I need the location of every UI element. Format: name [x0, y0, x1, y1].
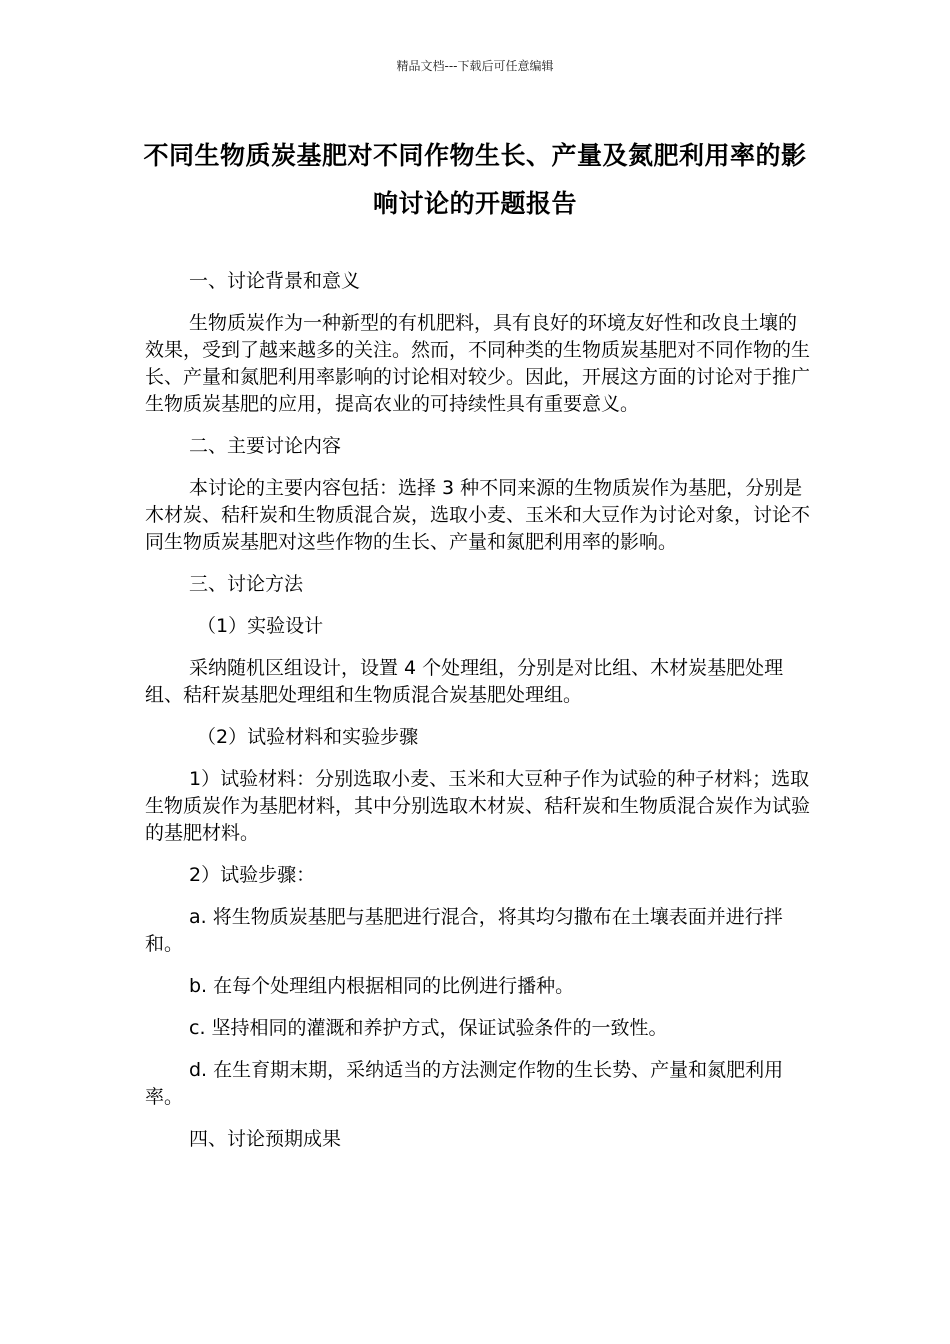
- paragraph-main-content: 本讨论的主要内容包括：选择 3 种不同来源的生物质炭作为基肥，分别是木材炭、秸秆炭和生物质混合炭，选取小麦、玉米和大豆作为讨论对象，讨论不同生物质炭基肥对这些作物的生长、产量和氮肥利用率的影响。: [145, 477, 811, 553]
- step-b: b. 在每个处理组内根据相同的比例进行播种。: [189, 975, 575, 997]
- step-d: d. 在生育期末期，采纳适当的方法测定作物的生长势、产量和氮肥利用率。: [145, 1059, 784, 1108]
- step-c: c. 坚持相同的灌溉和养护方式，保证试验条件的一致性。: [189, 1017, 668, 1039]
- section-heading-background: 一、讨论背景和意义: [189, 270, 361, 292]
- page-header: 精品文档---下载后可任意编辑: [396, 59, 554, 73]
- paragraph-materials: 1）试验材料：分别选取小麦、玉米和大豆种子作为试验的种子材料；选取生物质炭作为基肥材料，其中分别选取木材炭、秸秆炭和生物质混合炭作为试验的基肥材料。: [145, 768, 811, 844]
- paragraph-background: 生物质炭作为一种新型的有机肥料，具有良好的环境友好性和改良土壤的效果，受到了越来越多的关注。然而，不同种类的生物质炭基肥对不同作物的生长、产量和氮肥利用率影响的讨论相对较少。因此，开展这方面的讨论对于推广生物质炭基肥的应用，提高农业的可持续性具有重要意义。: [145, 312, 811, 415]
- document-body: [145, 268, 813, 1168]
- section-heading-main-content: 二、主要讨论内容: [189, 435, 342, 457]
- paragraph-steps-label: 2）试验步骤：: [189, 864, 316, 886]
- document-title: 不同生物质炭基肥对不同作物生长、产量及氮肥利用率的影响讨论的开题报告: [143, 141, 807, 218]
- subheading-materials-steps: （2）试验材料和实验步骤: [197, 726, 419, 748]
- subheading-experiment-design: （1）实验设计: [197, 615, 324, 637]
- paragraph-experiment-design: 采纳随机区组设计，设置 4 个处理组，分别是对比组、木材炭基肥处理组、秸秆炭基肥处理组和生物质混合炭基肥处理组。: [145, 657, 784, 706]
- section-heading-methods: 三、讨论方法: [189, 573, 304, 595]
- step-a: a. 将生物质炭基肥与基肥进行混合，将其均匀撒布在土壤表面并进行拌和。: [145, 906, 783, 955]
- section-heading-expected-results: 四、讨论预期成果: [189, 1128, 342, 1150]
